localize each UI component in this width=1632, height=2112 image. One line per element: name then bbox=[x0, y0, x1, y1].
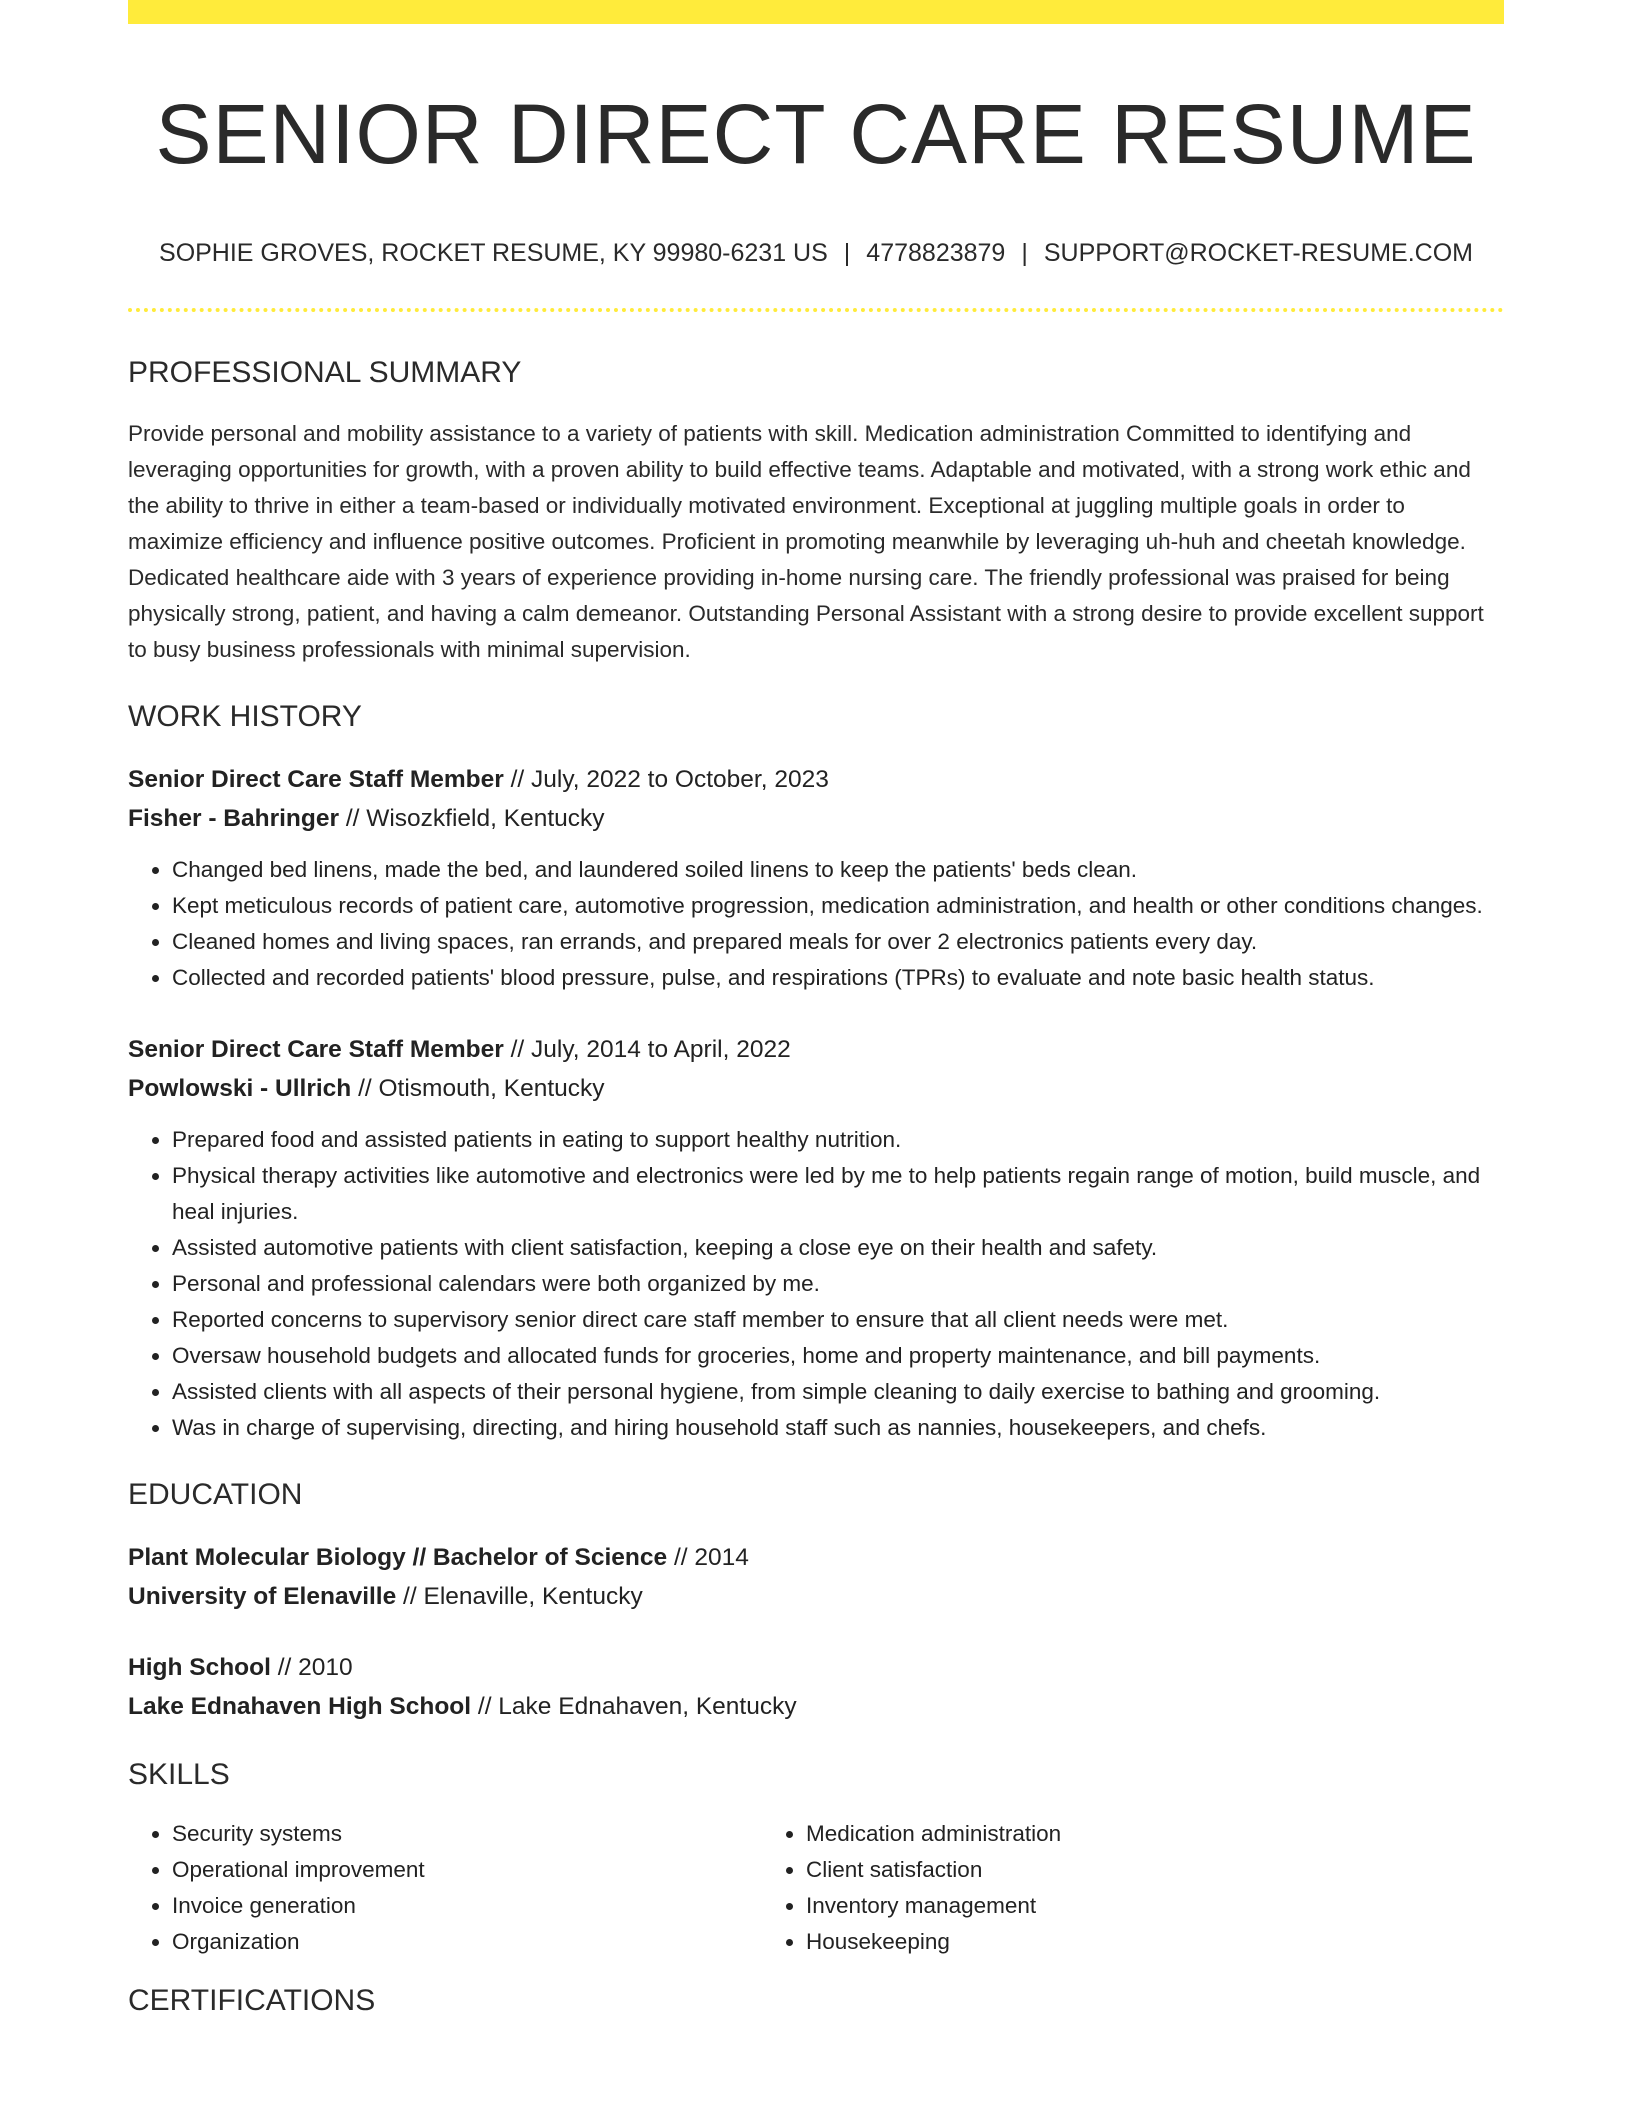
list-item: • Physical therapy activities like automotive and electronics were led by me to help patients regain range of motion, build muscle, and heal injuries. bbox=[172, 1158, 1504, 1230]
work-history-heading: WORK HISTORY bbox=[128, 700, 362, 733]
school-line bbox=[128, 1577, 1504, 1616]
list-item: • Oversaw household budgets and allocated funds for groceries, home and property maintenance, and bill payments. bbox=[172, 1338, 1504, 1374]
skills-right-list bbox=[762, 1816, 1396, 1960]
contact-email[interactable]: SUPPORT@ROCKET-RESUME.COM bbox=[1043, 239, 1473, 267]
school: Lake Ednahaven High School bbox=[128, 1693, 472, 1720]
dotted-divider bbox=[128, 308, 1504, 312]
job-title-line bbox=[128, 760, 1504, 799]
job-company: Powlowski - Ullrich bbox=[128, 1075, 352, 1102]
contact-separator: | bbox=[843, 239, 851, 267]
job-dates: // July, 2014 to April, 2022 bbox=[503, 1036, 791, 1063]
skills-left-list bbox=[128, 1816, 762, 1960]
list-item: • Was in charge of supervising, directing, and hiring household staff such as nannies, housekeepers, and chefs. bbox=[172, 1410, 1504, 1446]
skill-item: • Inventory management bbox=[806, 1888, 1396, 1924]
list-item: • Collected and recorded patients' blood pressure, pulse, and respirations (TPRs) to evaluate and note basic health status. bbox=[172, 960, 1504, 996]
education-heading: EDUCATION bbox=[128, 1478, 303, 1511]
list-item: • Kept meticulous records of patient care, automotive progression, medication administration, and health or other conditions changes. bbox=[172, 888, 1504, 924]
skill-item: • Client satisfaction bbox=[806, 1852, 1396, 1888]
school: University of Elenaville bbox=[128, 1583, 397, 1610]
contact-line bbox=[128, 236, 1504, 270]
accent-top-bar bbox=[128, 0, 1504, 24]
skill-item: • Security systems bbox=[172, 1816, 762, 1852]
job-company: Fisher - Bahringer bbox=[128, 805, 340, 832]
job-company-line bbox=[128, 799, 1504, 838]
education-entry bbox=[128, 1538, 1504, 1616]
job-company-line bbox=[128, 1069, 1504, 1108]
skills-heading: SKILLS bbox=[128, 1758, 230, 1791]
job-bullets bbox=[128, 1122, 1504, 1446]
contact-separator: | bbox=[1021, 239, 1028, 267]
summary-heading: PROFESSIONAL SUMMARY bbox=[128, 356, 522, 389]
degree-line bbox=[128, 1648, 1504, 1687]
resume-page bbox=[128, 0, 1504, 2020]
education-entry bbox=[128, 1648, 1504, 1726]
list-item: • Assisted automotive patients with client satisfaction, keeping a close eye on their health and safety. bbox=[172, 1230, 1504, 1266]
skills-columns bbox=[128, 1816, 1504, 1960]
degree-year: // 2010 bbox=[270, 1654, 353, 1681]
summary-text: Provide personal and mobility assistance to a variety of patients with skill. Medication administration Committed to identifying and leveraging opportunities for growth, with a proven ability to build effective teams. Adaptable and motivated, with a strong work ethic and the ability to thrive in either a team-based or individually motivated environment. Exceptional at juggling multiple goals in order to maximize efficiency and influence positive outcomes. Proficient in promoting meanwhile by leveraging uh-huh and cheetah knowledge. Dedicated healthcare aide with 3 years of experience providing in-home nursing care. The friendly professional was praised for being physically strong, patient, and having a calm demeanor. Outstanding Personal Assistant with a strong desire to provide excellent support to busy business professionals with minimal supervision. bbox=[128, 421, 1484, 662]
skill-item: • Invoice generation bbox=[172, 1888, 762, 1924]
list-item: • Changed bed linens, made the bed, and laundered soiled linens to keep the patients' beds clean. bbox=[172, 852, 1504, 888]
skill-item: • Housekeeping bbox=[806, 1924, 1396, 1960]
skill-item: • Operational improvement bbox=[172, 1852, 762, 1888]
degree-year: // 2014 bbox=[667, 1544, 749, 1571]
skill-item: • Medication administration bbox=[806, 1816, 1396, 1852]
resume-title: SENIOR DIRECT CARE RESUME bbox=[155, 87, 1477, 181]
school-location: // Elenaville, Kentucky bbox=[396, 1583, 643, 1610]
certifications-heading: CERTIFICATIONS bbox=[128, 1984, 376, 2017]
contact-address: SOPHIE GROVES, ROCKET RESUME, KY 99980-6231 US bbox=[159, 239, 828, 267]
job-entry bbox=[128, 1030, 1504, 1446]
list-item: • Cleaned homes and living spaces, ran errands, and prepared meals for over 2 electronics patients every day. bbox=[172, 924, 1504, 960]
school-line bbox=[128, 1687, 1504, 1726]
skill-item: • Organization bbox=[172, 1924, 762, 1960]
job-title: Senior Direct Care Staff Member bbox=[128, 766, 504, 793]
job-title: Senior Direct Care Staff Member bbox=[128, 1036, 504, 1063]
list-item: • Prepared food and assisted patients in eating to support healthy nutrition. bbox=[172, 1122, 1504, 1158]
degree-line bbox=[128, 1538, 1504, 1577]
contact-phone: 4778823879 bbox=[866, 239, 1006, 267]
job-bullets bbox=[128, 852, 1504, 996]
list-item: • Reported concerns to supervisory senior direct care staff member to ensure that all client needs were met. bbox=[172, 1302, 1504, 1338]
school-location: // Lake Ednahaven, Kentucky bbox=[471, 1693, 797, 1720]
list-item: • Assisted clients with all aspects of their personal hygiene, from simple cleaning to daily exercise to bathing and grooming. bbox=[172, 1374, 1504, 1410]
job-location: // Otismouth, Kentucky bbox=[351, 1075, 605, 1102]
job-dates: // July, 2022 to October, 2023 bbox=[503, 766, 829, 793]
degree: Plant Molecular Biology // Bachelor of Science bbox=[128, 1544, 668, 1571]
degree: High School bbox=[128, 1654, 271, 1681]
list-item: • Personal and professional calendars were both organized by me. bbox=[172, 1266, 1504, 1302]
job-title-line bbox=[128, 1030, 1504, 1069]
job-entry bbox=[128, 760, 1504, 996]
job-location: // Wisozkfield, Kentucky bbox=[339, 805, 605, 832]
